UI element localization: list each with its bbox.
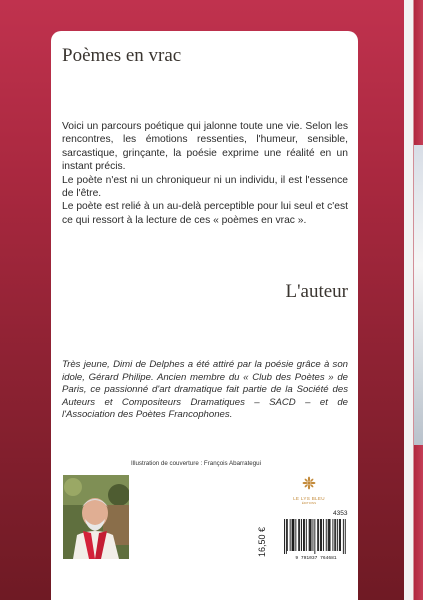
barcode-bar [306,519,307,551]
isbn-barcode [280,517,348,561]
barcode-digits: 9 791037 764681 [295,556,337,561]
lily-flower-icon [302,476,316,490]
publisher-logo [290,476,328,505]
intro-paragraph: Le poète n'est ni un chroniqueur ni un individu, il est l'essence de l'être. [62,174,348,200]
barcode-bar [318,519,319,551]
intro-text [62,120,348,227]
barcode-bar [301,519,302,551]
publisher-name: LE LYS BLEU [293,496,325,501]
barcode-bar [293,519,294,551]
barcode-bar [304,519,305,551]
barcode-bar [328,519,329,551]
barcode-bar [295,519,296,551]
price: 16,50 € [257,526,267,557]
barcode-bar [290,519,291,551]
window-reflection [414,145,423,445]
barcode-bar [292,519,293,551]
next-page-edge [404,0,423,600]
barcode-bar [299,519,300,551]
barcode-bar [317,519,318,551]
intro-paragraph: Le poète est relié à un au-delà perceptible pour lui seul et c'est ce qui ressort à la lecture de ces « poèmes en vrac ». [62,201,348,226]
barcode-bar [310,519,311,551]
barcode-bar [337,519,338,551]
barcode-bar [332,519,333,551]
barcode-bar [286,519,287,554]
barcode-bar [321,519,322,551]
barcode-bar [313,519,314,551]
back-cover-card [51,31,358,600]
barcode-bar [320,519,321,551]
barcode-bar [326,519,327,551]
barcode-bar [303,519,304,551]
barcode-bar [298,519,299,551]
barcode-bar [284,519,285,554]
author-heading: L'auteur [285,281,348,302]
barcode-bar [294,519,295,551]
book-title: Poèmes en vrac [62,45,182,66]
barcode-bar [343,519,344,554]
barcode-bar [314,519,315,554]
barcode-bar [311,519,312,551]
barcode-bar [330,519,331,551]
barcode-bar [339,519,340,551]
author-photo [63,475,129,559]
illustration-credit: Illustration de couverture : François Abarrategui [131,460,262,467]
intro-paragraph: Voici un parcours poétique qui jalonne toute une vie. Selon les rencontres, les émotions ressenties, l'humeur, sensible, sarcastique, grinçante, la poésie exprime une réalité en un instant précis. [62,121,348,173]
barcode-bar [309,519,310,551]
product-code: 4353 [333,510,348,517]
barcode-bar [323,519,324,551]
barcode-bar [329,519,330,551]
barcode-bar [334,519,335,551]
barcode-bar [345,519,346,554]
barcode-bar [335,519,336,551]
barcode-bar [287,519,288,551]
author-bio: Très jeune, Dimi de Delphes a été attiré par la poésie grâce à son idole, Gérard Philipe. Ancien membre du « Club des Poètes » de Paris, ce passionné d'art dramatique fait partie de la Société des Auteurs et Compositeurs Dramatiques – SACD – et de l'Association des Poètes Francophones. [62,359,348,421]
publisher-subtitle: ÉDITIONS [301,501,317,505]
barcode-bar [340,519,341,551]
